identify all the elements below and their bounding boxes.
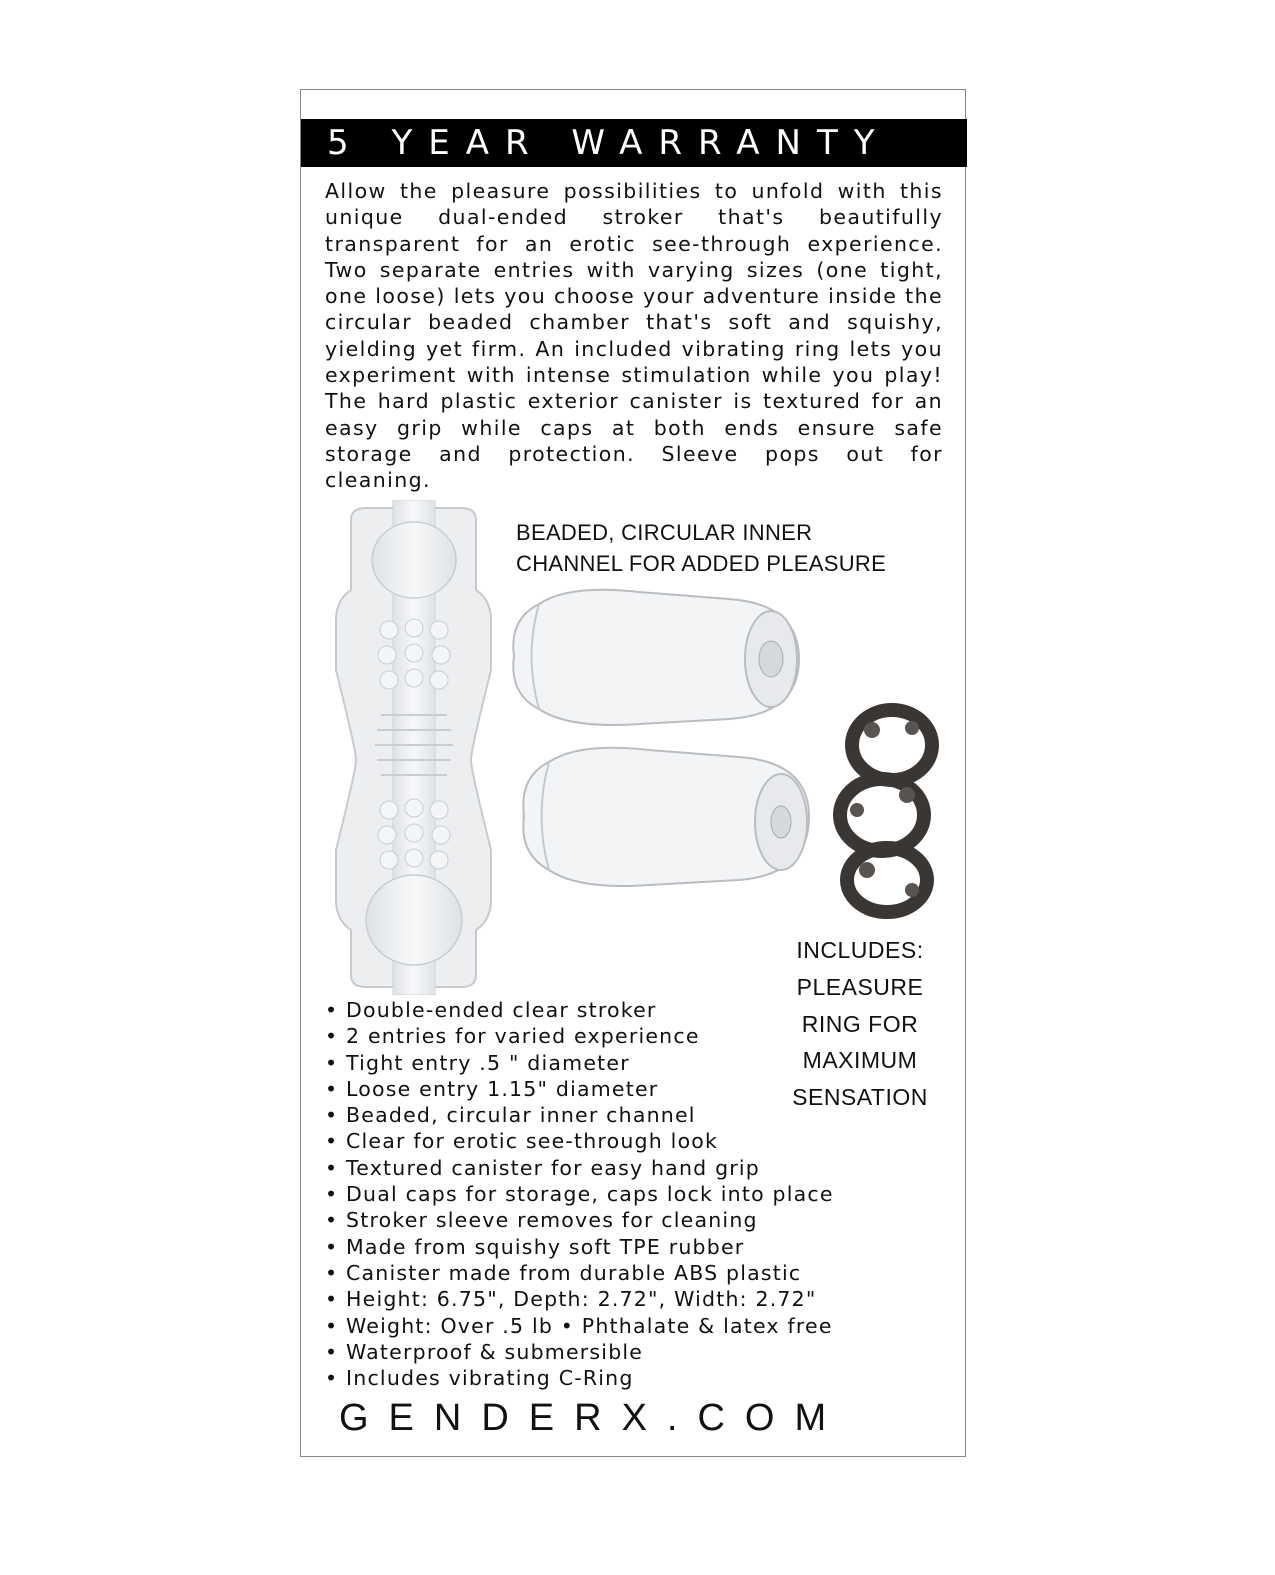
package-panel [300,89,966,1457]
warranty-banner: 5 YEAR WARRANTY [301,119,967,167]
feature-item: • Waterproof & submersible [325,1339,945,1365]
feature-item: • Beaded, circular inner channel [325,1102,945,1128]
caption-line-1: BEADED, CIRCULAR INNER [516,520,813,545]
caption-line-2: CHANNEL FOR ADDED PLEASURE [516,551,887,576]
feature-item: • Height: 6.75", Depth: 2.72", Width: 2.72" [325,1286,945,1312]
includes-line: MAXIMUM [802,1047,918,1074]
feature-item: • 2 entries for varied experience [325,1023,945,1049]
feature-item: • Dual caps for storage, caps lock into place [325,1181,945,1207]
feature-caption [516,517,956,579]
includes-line: RING FOR [801,1010,919,1037]
feature-item: • Clear for erotic see-through look [325,1128,945,1154]
feature-item: • Stroker sleeve removes for cleaning [325,1207,945,1233]
feature-item: • Includes vibrating C-Ring [325,1365,945,1391]
includes-line: PLEASURE [796,973,924,1000]
feature-item: • Canister made from durable ABS plastic [325,1260,945,1286]
includes-line: INCLUDES: [796,937,924,963]
canister-top-image [509,584,809,729]
feature-list [325,997,945,1391]
feature-item: • Loose entry 1.15" diameter [325,1076,945,1102]
feature-item: • Double-ended clear stroker [325,997,945,1023]
sleeve-cross-section-image [321,500,506,995]
canister-bottom-image [519,742,819,890]
website-url: GENDERX.COM [339,1397,847,1439]
vibrating-ring-image [817,700,952,920]
includes-line: SENSATION [792,1084,928,1111]
feature-item: • Made from squishy soft TPE rubber [325,1234,945,1260]
feature-item: • Weight: Over .5 lb • Phthalate & latex free [325,1313,945,1339]
feature-item: • Tight entry .5 " diameter [325,1050,945,1076]
feature-item: • Textured canister for easy hand grip [325,1155,945,1181]
product-description: Allow the pleasure possibilities to unfold with this unique dual-ended stroker that's beautifully transparent for an erotic see-through experience. Two separate entries with varying sizes (one tight, one loose) lets you choose your adventure inside the circular beaded chamber that's soft and squishy, yielding yet firm. An included vibrating ring lets you experiment with intense stimulation while you play! The hard plastic exterior canister is textured for an easy grip while caps at both ends ensure safe storage and protection. Sleeve pops out for cleaning. [325,179,943,493]
